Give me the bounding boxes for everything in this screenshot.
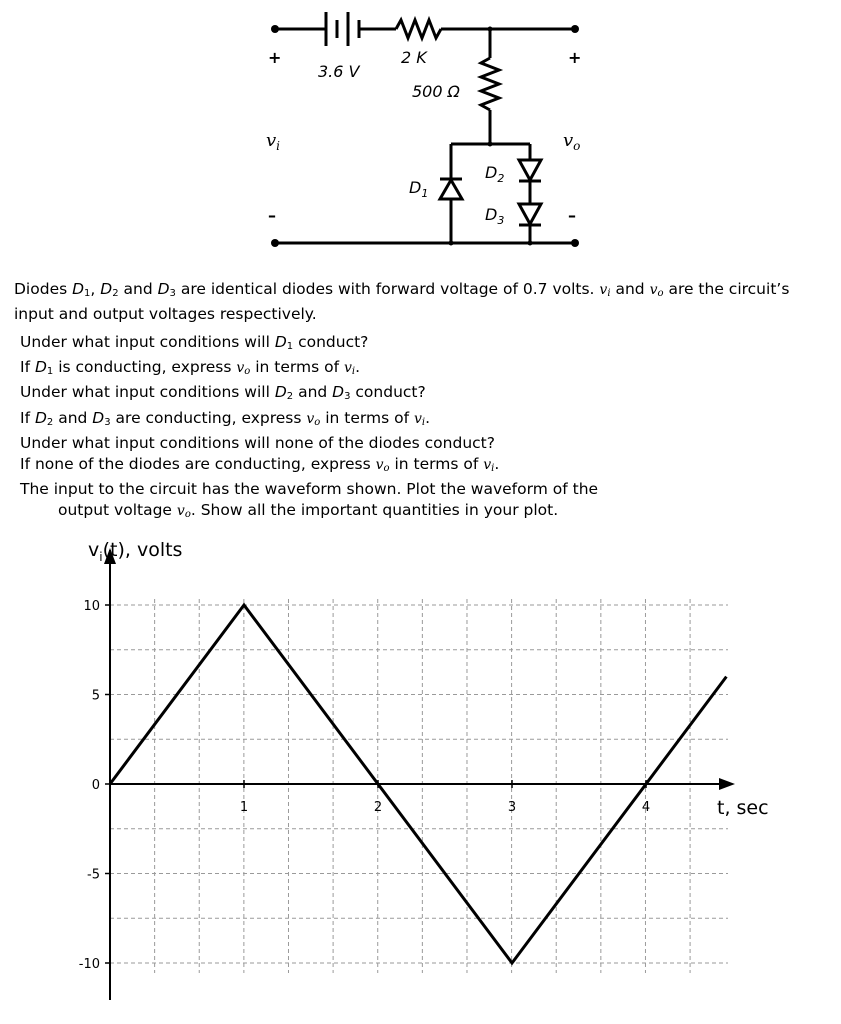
resistor-2k-label: 2 K xyxy=(401,48,427,67)
question-2: If $D_1$ is conducting, express $v_o$ in terms of $v_i$. xyxy=(20,358,361,378)
problem-description: Diodes $D_1$, $D_2$ and $D_3$ are identical diodes with forward voltage of 0.7 volts. $v_i$ and $v_o$ are the circuit’s input and output voltages respectively. xyxy=(14,280,790,323)
node-d2d3-bottom xyxy=(528,241,533,246)
battery-label: 3.6 V xyxy=(318,62,360,81)
input-waveform-chart xyxy=(0,530,841,1010)
y-axis-title: $v_i(t)$, volts xyxy=(88,539,183,564)
terminal-in-top xyxy=(271,25,279,33)
y-tick-label: -5 xyxy=(87,867,100,883)
d2-label: $D_2$ xyxy=(485,163,505,185)
chart-grid xyxy=(110,599,728,973)
output-minus-sign: – xyxy=(568,206,576,225)
d3-label: $D_3$ xyxy=(485,205,505,227)
question-5: Under what input conditions will none of the diodes conduct? xyxy=(20,433,495,452)
output-plus-sign: + xyxy=(568,48,582,67)
question-6: If none of the diodes are conducting, express $v_o$ in terms of $v_i$. xyxy=(20,455,500,475)
x-axis-title: t, sec xyxy=(717,797,769,819)
resistor-500-label: 500 Ω xyxy=(412,82,460,101)
question-7-line-1: The input to the circuit has the waveform shown. Plot the waveform of the xyxy=(20,480,599,499)
circuit-diagram xyxy=(0,0,841,270)
diode-d2 xyxy=(519,160,541,181)
d1-label: $D_1$ xyxy=(409,178,429,200)
x-tick-label: 1 xyxy=(239,800,249,815)
x-tick-label: 2 xyxy=(373,800,383,815)
terminal-in-bottom xyxy=(271,239,279,247)
input-minus-sign: – xyxy=(268,206,276,225)
x-tick-label: 4 xyxy=(641,800,651,815)
terminal-out-top xyxy=(571,25,579,33)
question-list xyxy=(20,332,820,526)
x-axis-arrow xyxy=(719,778,735,790)
y-tick-label: -10 xyxy=(78,957,100,972)
input-plus-sign: + xyxy=(268,48,282,67)
node-branch xyxy=(488,142,493,147)
x-tick-label: 3 xyxy=(507,800,517,815)
question-1: Under what input conditions will $D_1$ conduct? xyxy=(20,333,369,352)
y-tick-label: 5 xyxy=(91,688,100,704)
question-7-line-2: output voltage $v_o$. Show all the important quantities in your plot. xyxy=(58,501,559,521)
diode-d1 xyxy=(440,179,462,199)
resistor-500 xyxy=(481,58,499,110)
y-tick-label: 10 xyxy=(83,599,100,614)
vi-symbol: $v_i$ xyxy=(266,130,281,153)
question-4: If $D_2$ and $D_3$ are conducting, express $v_o$ in terms of $v_i$. xyxy=(20,408,431,428)
resistor-2k xyxy=(396,20,441,38)
question-3: Under what input conditions will $D_2$ and $D_3$ conduct? xyxy=(20,383,426,403)
vo-symbol: $v_o$ xyxy=(563,130,581,153)
chart-axes xyxy=(104,548,735,1000)
node-top xyxy=(488,27,493,32)
terminal-out-bottom xyxy=(571,239,579,247)
node-d1-bottom xyxy=(449,241,454,246)
y-tick-label: 0 xyxy=(91,778,100,793)
battery-symbol xyxy=(326,12,359,46)
diode-d3 xyxy=(519,204,541,225)
chart-ticks xyxy=(79,599,650,972)
